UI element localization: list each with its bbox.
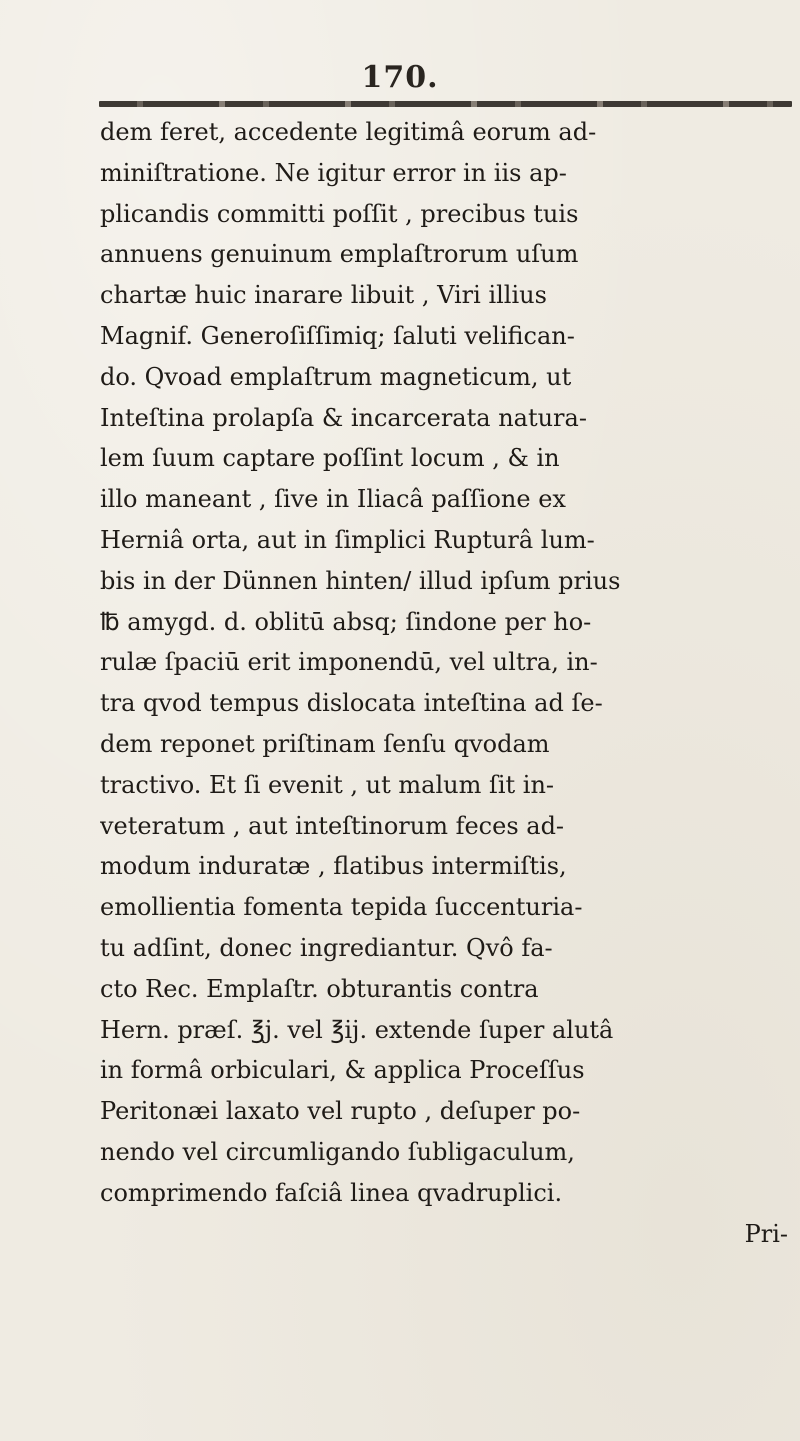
text-line: do. Qvoad emplaſtrum magneticum, ut <box>100 362 572 391</box>
text-line: comprimendo faſciâ linea qvadruplici. <box>100 1178 563 1207</box>
text-line: tra qvod tempus dislocata inteſtina ad ſe- <box>100 689 603 718</box>
text-line: Hern. præſ. ℥j. vel ℥ij. extende ſuper alutâ <box>100 1015 614 1044</box>
text-line: dem feret, accedente legitimâ eorum ad- <box>100 118 597 146</box>
text-line: Herniâ orta, aut in ſimplici Rupturâ lum- <box>100 525 595 554</box>
text-line: bis in der Dünnen hinten/ illud ipſum prius <box>100 566 621 595</box>
text-line: rulæ ſpaciū erit imponendū, vel ultra, in- <box>100 648 598 677</box>
page-number: 170. <box>361 60 439 95</box>
body-text <box>100 112 800 1254</box>
text-line: tractivo. Et ſi evenit , ut malum ſit in- <box>100 770 555 799</box>
text-line: miniſtratione. Ne igitur error in iis ap- <box>100 158 567 187</box>
text-line: modum induratæ , flatibus intermiſtis, <box>100 852 567 881</box>
text-line: Peritonæi laxato vel rupto , deſuper po- <box>100 1097 581 1126</box>
text-line: veteratum , aut inteſtinorum feces ad- <box>100 811 565 840</box>
text-line: emollientia fomenta tepida ſuccenturia- <box>100 893 583 922</box>
header-rule <box>99 101 792 107</box>
text-line: annuens genuinum emplaſtrorum uſum <box>100 240 579 269</box>
text-line: plicandis committi poſſit , precibus tuis <box>100 199 579 228</box>
text-line: chartæ huic inarare libuit , Viri illius <box>100 281 547 310</box>
text-line: nendo vel circumligando ſubligaculum, <box>100 1137 575 1166</box>
text-line: in formâ orbiculari, & applica Proceſſus <box>100 1056 585 1085</box>
text-line: ℔ amygd. d. oblitū absq; ſindone per ho- <box>100 607 592 636</box>
text-line: dem reponet priſtinam ſenſu qvodam <box>100 729 550 758</box>
catchword: Pri- <box>744 1219 788 1248</box>
text-line: lem ſuum captare poſſint locum , & in <box>100 444 560 473</box>
text-line: tu adſint, donec ingrediantur. Qvô fa- <box>100 933 553 962</box>
text-line: cto Rec. Emplaſtr. obturantis contra <box>100 974 539 1003</box>
text-line: illo maneant , ſive in Iliacâ paſſione ex <box>100 485 566 514</box>
text-line: Magnif. Generoſiſſimiq; ſaluti velifican- <box>100 321 575 350</box>
text-line: Inteſtina prolapſa & incarcerata natura- <box>100 403 587 432</box>
